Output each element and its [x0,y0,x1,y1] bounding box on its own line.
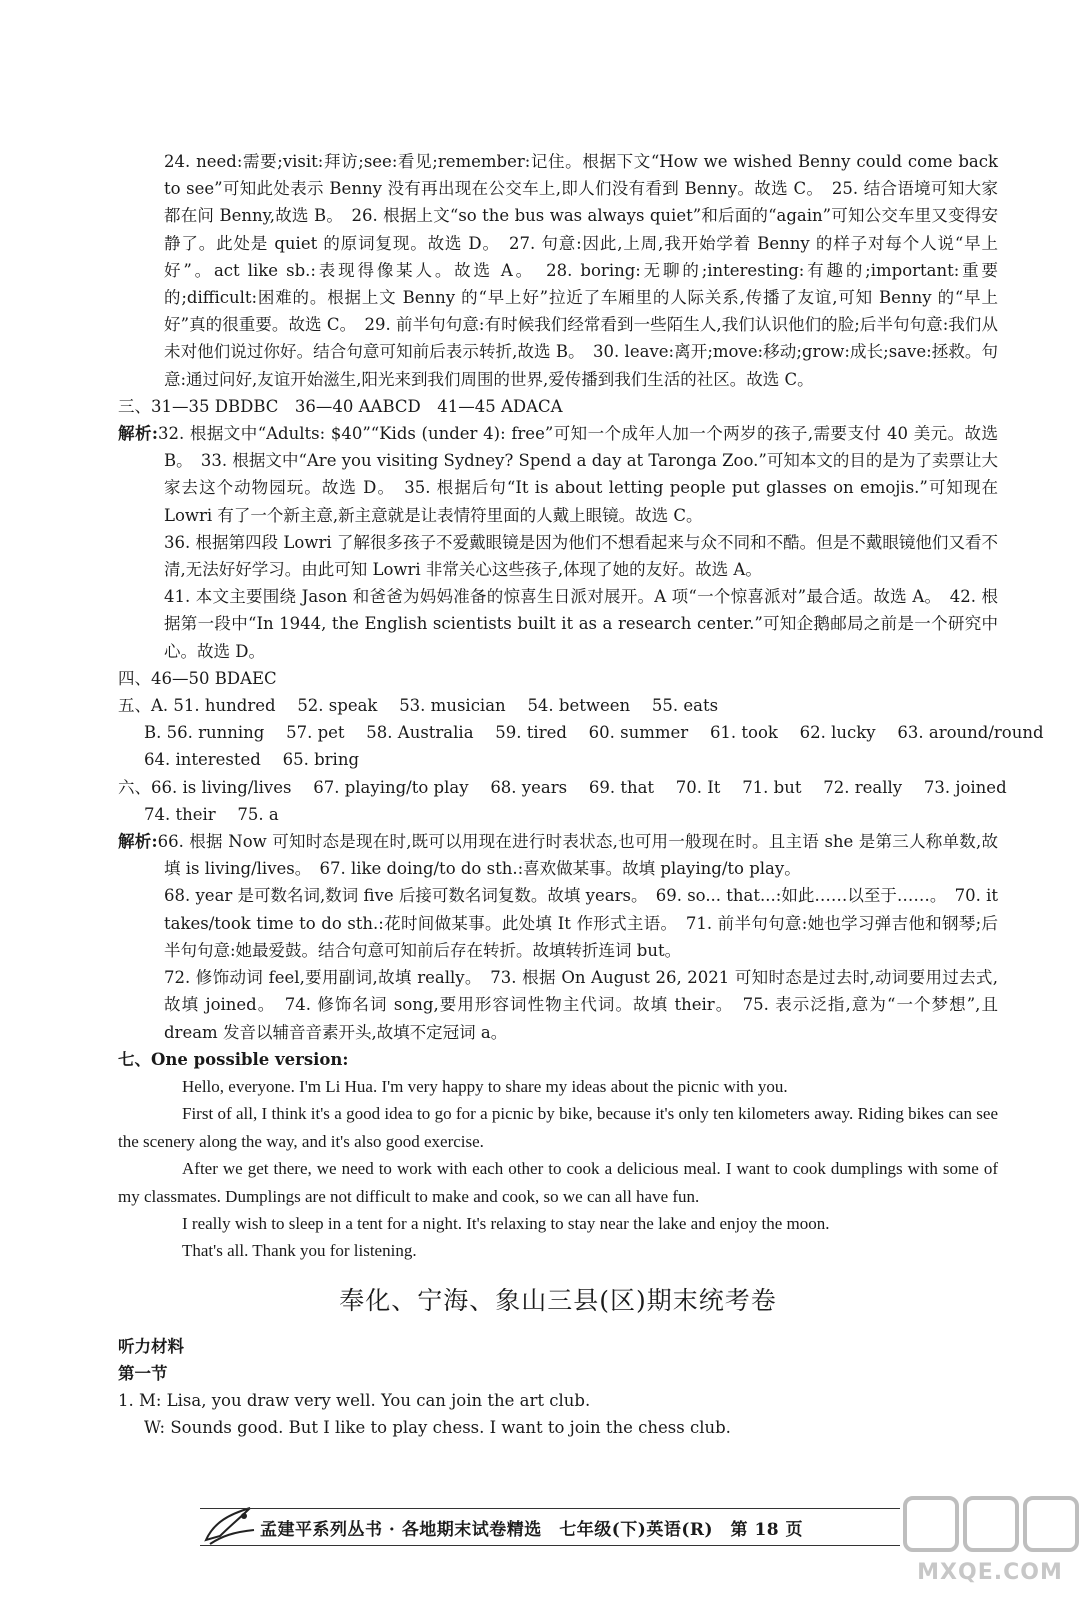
answer-item: 70. It [675,777,721,797]
answer-item: 54. between [527,696,631,716]
section-6a-answers [118,774,1007,801]
answer-item: 52. speak [297,696,378,716]
answer-item: 57. pet [286,723,345,743]
answer-item: 73. joined [923,777,1007,797]
explanation-text: 66. 根据 Now 可知时态是现在时,既可以用现在进行时表状态,也可用一般现在时。且主语 she 是第三人称单数,故填 is living/lives。 67. like doing/to do sth.:喜欢做某事。故填 playing/to play。 [157,832,998,879]
answer-item: 55. eats [651,696,719,716]
answer-item: 60. summer [588,723,689,743]
listening-line-2: W: Sounds good. But I like to play chess. I want to join the chess club. [144,1418,731,1438]
answer-item: 75. a [237,804,279,824]
listening-section: 第一节 [118,1363,168,1383]
section-4-answers: 四、46—50 BDAEC [118,668,277,688]
essay-paragraph-3: After we get there, we need to work with each other to cook a delicious meal. I want to cook dumplings with some of my classmates. Dumplings are not difficult to make and cook, so we can all have fun. [118,1159,998,1206]
section-3-explanation-b: 36. 根据第四段 Lowri 了解很多孩子不爱戴眼镜是因为他们不想看起来与众不同和不酷。但是不戴眼镜他们又看不清,无法好好学习。由此可知 Lowri 非常关心这些孩子,体现了她的友好。故选 A。 [164,532,998,580]
essay-paragraph-4: I really wish to sleep in a tent for a night. It's relaxing to stay near the lake and enjoy the moon. [182,1213,830,1233]
answer-item: 53. musician [399,696,506,716]
section-6-explanation-c: 72. 修饰动词 feel,要用副词,故填 really。 73. 根据 On August 26, 2021 可知时态是过去时,动词要用过去式,故填 joined。 74. 修饰名词 song,要用形容词性物主代词。故填 their。 75. 表示泛指,意为“一个梦想”,且 dream 发音以辅音音素开头,故填不定冠词 a。 [164,968,998,1042]
section-5a-answers [118,692,998,719]
section-7-heading: 七、One possible version: [118,1049,349,1069]
answer-item: 62. lucky [799,723,876,743]
section-3-answers: 三、31—35 DBDBC 36—40 AABCD 41—45 ADACA [118,396,563,416]
explanation-label: 解析: [118,424,158,444]
answer-item: 71. but [742,777,802,797]
answer-item: 64. interested [144,750,261,770]
answer-content [118,148,1044,1442]
answer-item: 72. really [823,777,903,797]
explanation-text: 32. 根据文中“Adults: $40”“Kids (under 4): free”可知一个成年人加一个两岁的孩子,需要支付 40 美元。故选 B。 33. 根据文中“Are you visiting Sydney? Spend a day at Taronga Zoo.”可知本文的目的是为了卖票让大家去这个动物园玩。故选 D。 35. 根据后句“It is about letting people put glasses on emojis.”可知现在 Lowri 有了一个新主意,新主意就是让表情符里面的人戴上眼镜。故选 C。 [157,424,998,525]
answer-item: 58. Australia [366,723,474,743]
section-3-explanation-a [118,420,998,529]
listening-line-1: 1. M: Lisa, you draw very well. You can join the art club. [118,1391,591,1411]
answer-24-30: 24. need:需要;visit:拜访;see:看见;remember:记住。根据下文“How we wished Benny could come back to see”可知此处表示 Benny 没有再出现在公交车上,即人们没有看到 Benny。故选 C。 25. 结合语境可知大家都在问 Benny,故选 B。 26. 根据上文“so the bus was always quiet”和后面的“again”可知公交车里又变得安静了。此处是 quiet 的原词复现。故选 D。 27. 句意:因此,上周,我开始学着 Benny 的样子对每个人说“早上好”。act like sb.:表现得像某人。故选 A。 28. boring:无聊的;interesting:有趣的;important:重要的;difficult:困难的。根据上文 Benny 的“早上好”拉近了车厢里的人际关系,传播了友谊,可知 Benny 的“早上好”真的很重要。故选 C。 29. 前半句句意:有时候我们经常看到一些陌生人,我们认识他们的脸;后半句句意:我们从未对他们说过你好。结合句意可知前后表示转折,故选 B。 30. leave:离开;move:移动;grow:成长;save:拯救。句意:通过问好,友谊开始滋生,阳光来到我们周围的世界,爱传播到我们生活的社区。故选 C。 [164,152,998,389]
answer-item: 65. bring [282,750,360,770]
watermark [895,1490,1085,1598]
answer-item: 69. that [588,777,655,797]
answer-item: 61. took [709,723,778,743]
listening-heading: 听力材料 [118,1336,184,1356]
section-6-explanation-b: 68. year 是可数名词,数词 five 后接可数名词复数。故填 years。 69. so... that...:如此……以至于……。 70. it takes/took time to do sth.:花时间做某事。此处填 It 作形式主语。 71. 前半句句意:她也学习弹吉他和钢琴;后半句句意:她最爱鼓。结合句意可知前后存在转折。故填转折连词 but。 [164,886,998,960]
answer-item: 六、66. is living/lives [118,777,292,797]
watermark-stamp-icon [895,1490,1085,1560]
explanation-label: 解析: [118,832,158,852]
answer-item: 63. around/round [897,723,1044,743]
answer-item: 67. playing/to play [313,777,469,797]
section-5c-answers [118,746,998,773]
essay-paragraph-1: Hello, everyone. I'm Li Hua. I'm very happy to share my ideas about the picnic with you. [182,1076,788,1096]
essay-paragraph-2: First of all, I think it's a good idea to go for a picnic by bike, because it's only ten kilometers away. Riding bikes can see the scenery along the way, and it's also good exercise. [118,1104,998,1151]
essay-paragraph-5: That's all. Thank you for listening. [182,1241,417,1261]
next-exam-title: 奉化、宁海、象山三县(区)期末统考卷 [339,1285,777,1315]
footer-text: 孟建平系列丛书 · 各地期末试卷精选 七年级(下)英语(R) 第 18 页 [260,1519,804,1540]
answer-item: 68. years [490,777,568,797]
section-6b-answers [118,801,998,828]
answer-item: B. 56. running [144,723,265,743]
section-5b-answers [118,719,1044,746]
watermark-text: MXQE.COM [917,1560,1063,1585]
answer-item: 五、A. 51. hundred [118,696,276,716]
answer-item: 74. their [144,804,216,824]
page-footer [200,1508,900,1546]
answer-item: 59. tired [495,723,567,743]
section-6-explanation-a [118,828,998,882]
section-3-explanation-c: 41. 本文主要围绕 Jason 和爸爸为妈妈准备的惊喜生日派对展开。A 项“一个惊喜派对”最合适。故选 A。 42. 根据第一段中“In 1944, the English scientists built it as a research center.”可知企鹅邮局之前是一个研究中心。故选 D。 [164,587,998,661]
